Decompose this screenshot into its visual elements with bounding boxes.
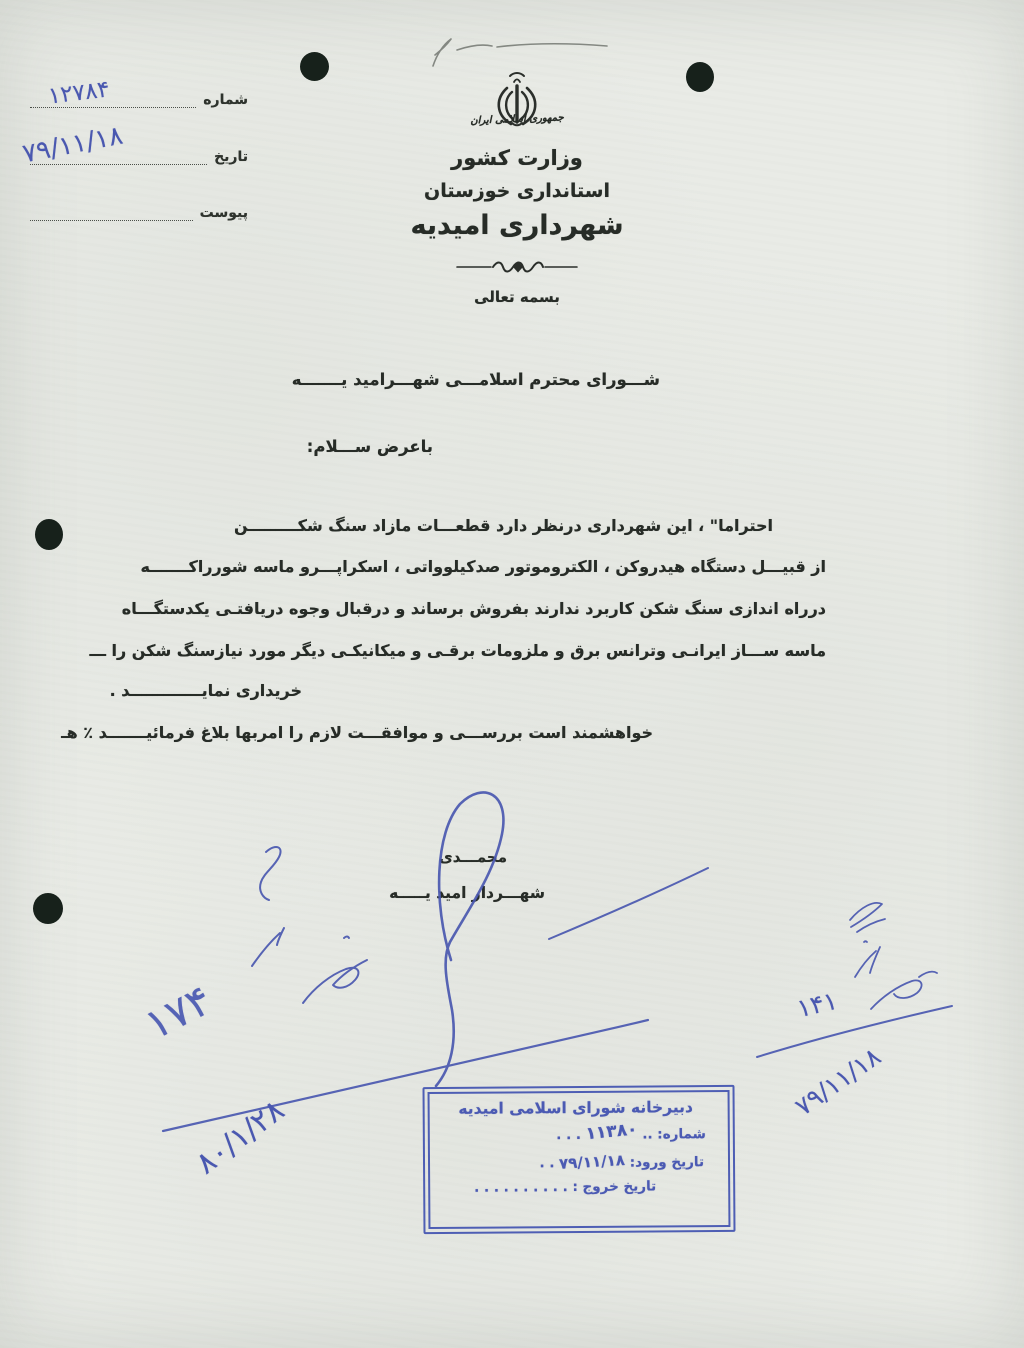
stamp-entry-date-row xyxy=(438,1152,714,1172)
stamp-exit-label: تاریخ خروج : xyxy=(572,1178,657,1196)
dotted-line xyxy=(30,207,193,221)
body-line: احتراما" ، این شهرداری درنظر دارد قطعـــات مازاد سنگ شکـــــــــن xyxy=(234,516,773,535)
margin-scribble xyxy=(260,847,280,900)
signatory-title: شهـــردار امید یـــــه xyxy=(389,884,545,902)
stamp-entry-value: ۷۹/۱۱/۱۸ xyxy=(558,1150,626,1173)
basmala: بسمه تعالی xyxy=(474,288,560,306)
recipient-line: شـــورای محترم اسلامـــی شهـــرامید یـــــــه xyxy=(291,370,660,389)
salutation-line: باعرض ســـلام: xyxy=(306,437,433,456)
stamp-dots: . . . . . . . . . . xyxy=(474,1179,568,1196)
note-scribble xyxy=(871,972,937,1009)
punch-hole xyxy=(686,62,714,92)
signatory-name: محمـــدی xyxy=(439,848,507,866)
stamp-dots: . . xyxy=(539,1155,555,1172)
signature-stroke xyxy=(436,792,503,1086)
body-line: خواهشمند است بررســـی و موافقـــت لازم را امربها بلاغ فرمائیـــــــد ٪ هـ xyxy=(61,723,653,742)
handwritten-letter-date: ۷۹/۱۱/۱۸ xyxy=(20,120,126,170)
number-label: شماره xyxy=(203,92,248,108)
meta-attachment-row xyxy=(28,205,248,221)
margin-number-left: ۱۷۴ xyxy=(136,974,220,1050)
signature-flourish-stroke xyxy=(549,868,708,939)
note-underline xyxy=(757,1006,952,1057)
margin-number-right: ۱۴۱ xyxy=(794,985,841,1024)
pen-mark xyxy=(433,39,607,66)
margin-scribble xyxy=(252,928,284,966)
stamp-exit-date-row xyxy=(438,1178,714,1196)
body-line: ماسه ســـاز ایرانـی وترانس برق و ملزومات برقـی و میکانیکـی دیگر مورد نیازسنگ شکن را ـــ xyxy=(89,641,826,660)
stamp-entry-label: تاریخ ورود: xyxy=(629,1154,705,1171)
stamp-dots: . . . xyxy=(556,1126,582,1144)
body-line: درراه اندازی سنگ شکن کاربرد ندارند بفروش برساند و درقبال وجوه دریافتـی یکدستگـــاه xyxy=(121,599,826,618)
attachment-label: پیوست xyxy=(199,205,248,221)
punch-hole xyxy=(300,52,329,81)
handwritten-letter-number: ۱۲۷۸۴ xyxy=(46,76,112,110)
stamp-number-value: ۱۱۳۸۰ xyxy=(584,1119,639,1145)
letterhead-municipality: شهرداری امیدیه xyxy=(410,210,624,241)
secretariat-stamp xyxy=(422,1085,735,1234)
stamp-number-label: شماره: xyxy=(657,1126,706,1143)
date-label: تاریخ xyxy=(214,149,248,165)
stamp-title: دبیرخانه شورای اسلامی امیدیه xyxy=(458,1098,693,1118)
stamp-number-row xyxy=(438,1119,714,1145)
iran-emblem-icon xyxy=(489,70,545,136)
body-line: خریداری نمایـــــــــــــد . xyxy=(109,681,302,700)
body-line: از قبیـــل دستگاه هیدروکن ، الکتروموتور صدکیلوواتی ، اسکراپـــرو ماسه شورراکـــــــه xyxy=(140,557,826,576)
margin-date-left: ۸۰/۱/۲۸ xyxy=(189,1092,292,1182)
note-scribble xyxy=(855,941,880,977)
letterhead-governorate: استانداری خوزستان xyxy=(423,180,610,202)
emblem-caption: جمهوری اسلامی ایران xyxy=(470,112,564,127)
margin-scribble xyxy=(303,937,367,1004)
note-scribble xyxy=(850,903,885,932)
punch-hole xyxy=(33,893,63,924)
stamp-dots: .. xyxy=(642,1126,653,1143)
punch-hole xyxy=(35,519,63,550)
stamp-inner-frame xyxy=(428,1090,731,1229)
letterhead-ministry: وزارت کشور xyxy=(451,146,583,170)
margin-date-right: ۷۹/۱۱/۱۸ xyxy=(789,1041,887,1122)
divider-ornament-icon xyxy=(455,258,579,276)
